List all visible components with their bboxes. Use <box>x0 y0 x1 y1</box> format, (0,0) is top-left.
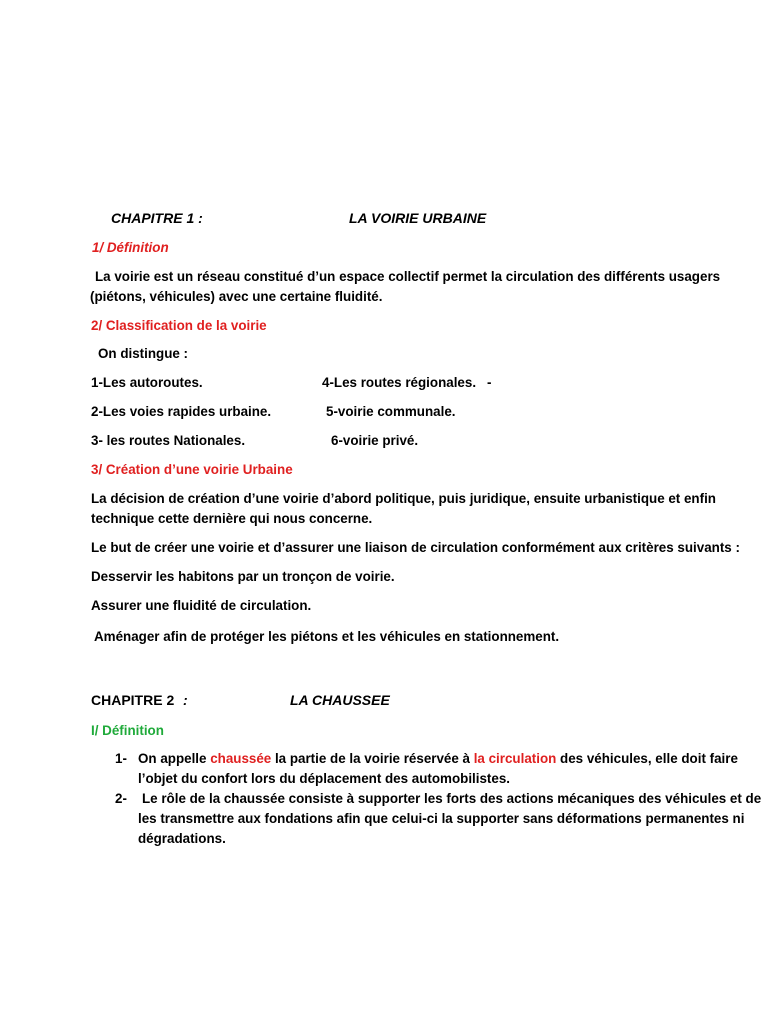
definition-text-line-1: La voirie est un réseau constitué d’un espace collectif permet la circulation des différents usagers <box>95 269 721 284</box>
creation-paragraph-4: Assurer une fluidité de circulation. <box>91 598 312 613</box>
classification-item-3: 3- les routes Nationales. <box>91 433 246 448</box>
chapter-2-label: CHAPITRE 2 <box>91 692 175 708</box>
section-classification-heading: 2/ Classification de la voirie <box>91 318 267 333</box>
creation-paragraph-5: Aménager afin de protéger les piétons et les véhicules en stationnement. <box>94 629 560 644</box>
classification-item-1: 1-Les autoroutes. <box>91 375 203 390</box>
term-circulation: la circulation <box>473 751 557 766</box>
creation-paragraph-1-line-2: technique cette dernière qui nous concerne. <box>91 511 373 526</box>
classification-intro: On distingue : <box>98 346 189 361</box>
list-item-2-number: 2- <box>115 791 127 806</box>
chapter-1-label: CHAPITRE 1 : <box>111 210 203 226</box>
creation-paragraph-1-line-1: La décision de création d’une voirie d’abord politique, puis juridique, ensuite urbanistique et enfin <box>91 491 716 506</box>
classification-item-4: 4-Les routes régionales. <box>322 375 477 390</box>
list-item-1-text-b: la partie de la voirie réservée à <box>271 751 474 766</box>
term-chaussee: chaussée <box>210 751 272 766</box>
list-item-1-number: 1- <box>115 751 127 766</box>
list-item-2-line-1: Le rôle de la chaussée consiste à supporter les forts des actions mécaniques des véhicules et de <box>142 791 762 806</box>
classification-item-2: 2-Les voies rapides urbaine. <box>91 404 272 419</box>
section-creation-heading: 3/ Création d’une voirie Urbaine <box>91 462 293 477</box>
chapter-2-colon: : <box>183 692 188 708</box>
creation-paragraph-3: Desservir les habitons par un tronçon de voirie. <box>91 569 395 584</box>
chapter-2-definition-heading: I/ Définition <box>91 723 164 738</box>
classification-item-6: 6-voirie privé. <box>331 433 419 448</box>
classification-dash: - <box>487 375 492 390</box>
list-item-2-line-2: les transmettre aux fondations afin que celui-ci la supporter sans déformations permanentes ni <box>138 811 745 826</box>
list-item-2-line-3: dégradations. <box>138 831 226 846</box>
chapter-1-title: LA VOIRIE URBAINE <box>349 210 487 226</box>
classification-item-5: 5-voirie communale. <box>326 404 456 419</box>
creation-paragraph-2: Le but de créer une voirie et d’assurer une liaison de circulation conformément aux critères suivants : <box>91 540 740 555</box>
list-item-1-line-2: l’objet du confort lors du déplacement des automobilistes. <box>138 771 511 786</box>
list-item-1-line-1 <box>138 749 738 769</box>
list-item-1-text-a: On appelle <box>138 751 211 766</box>
section-definition-heading: 1/ Définition <box>92 240 169 255</box>
list-item-1-text-c: des véhicules, elle doit faire <box>556 751 738 766</box>
definition-text-line-2: (piétons, véhicules) avec une certaine fluidité. <box>90 289 383 304</box>
chapter-2-title: LA CHAUSSEE <box>290 692 390 708</box>
